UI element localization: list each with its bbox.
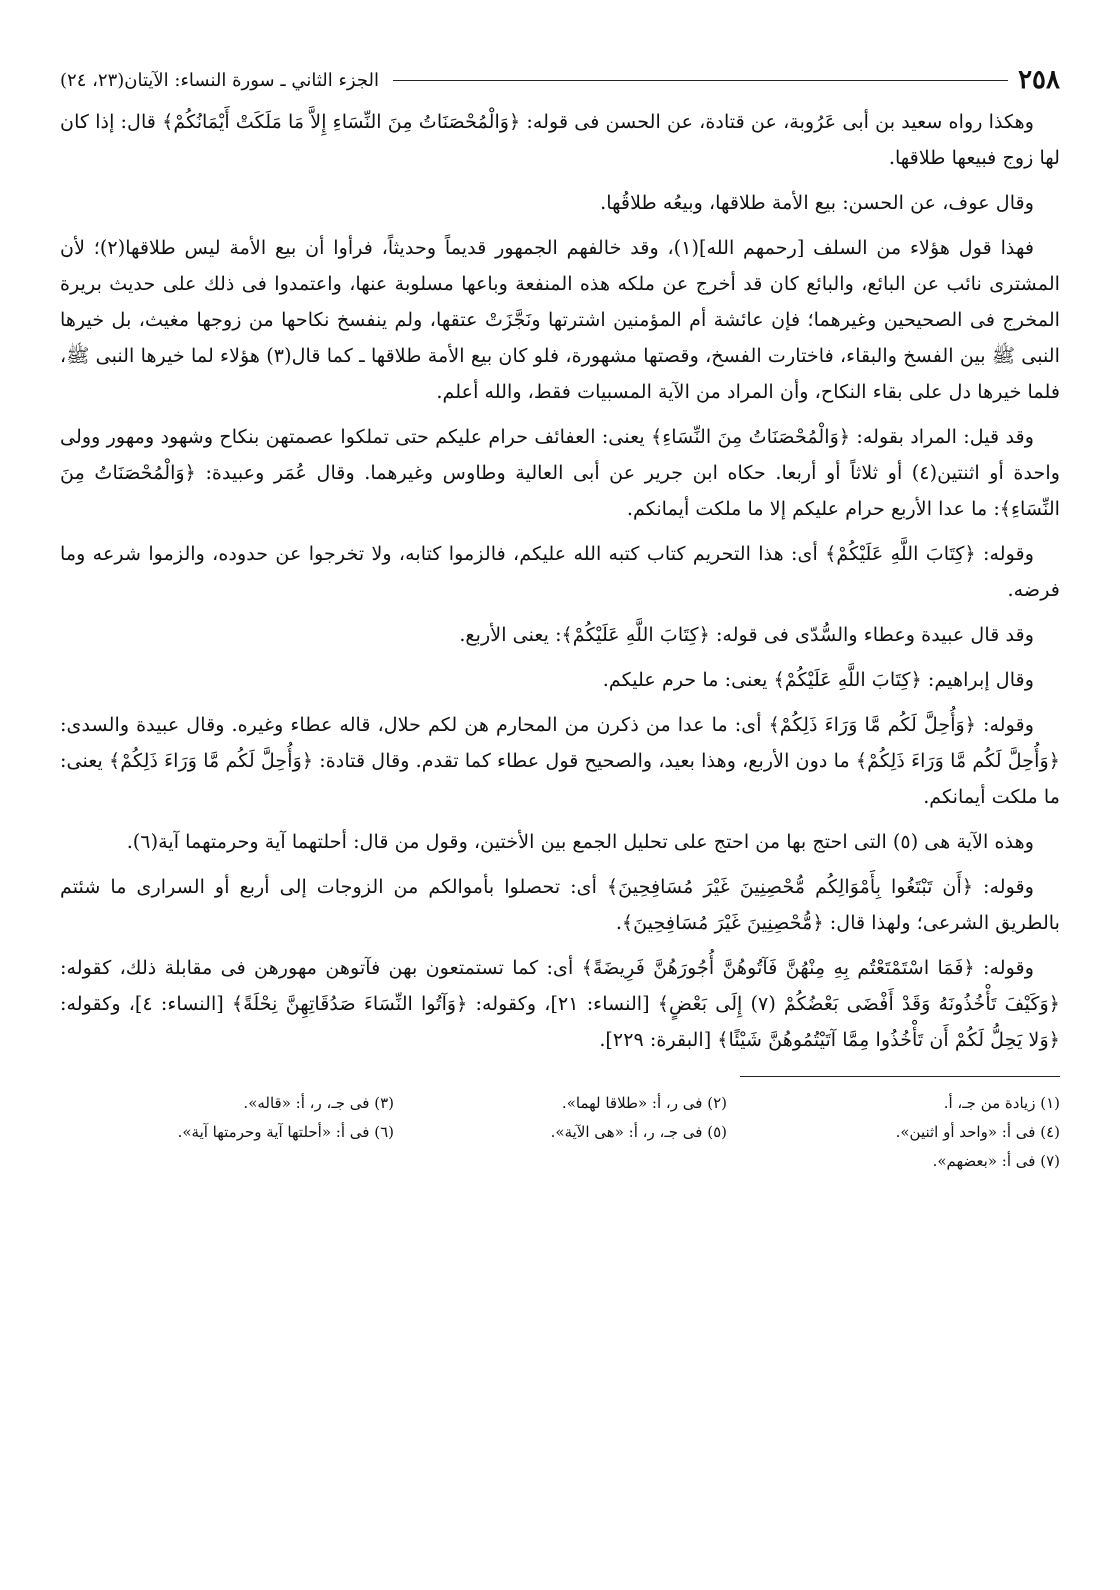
- page-number: ٢٥٨: [1018, 65, 1060, 95]
- paragraph: وقوله: ﴿كِتَابَ اللَّهِ عَلَيْكُمْ﴾ أى: هذا التحريم كتاب كتبه الله عليكم، فالزموا كتابه، ولا تخرجوا عن حدوده، والزموا شرعه وما فرضه.: [60, 542, 1060, 601]
- footnote-row: [60, 1118, 1060, 1147]
- footnote: (١) زيادة من جـ، أ.: [943, 1094, 1060, 1112]
- running-title: الجزء الثاني ـ سورة النساء: الآيتان(٢٣، ٢٤): [60, 69, 379, 91]
- footnote-rule: [740, 1076, 1060, 1077]
- header-rule: [393, 80, 1008, 81]
- paragraph: وقوله: ﴿وَأُحِلَّ لَكُم مَّا وَرَاءَ ذَلِكُمْ﴾ أى: ما عدا من ذكرن من المحارم هن لكم حلال، قاله عطاء وغيره. وقال عبيدة والسدى: ﴿وَأُحِلَّ لَكُم مَّا وَرَاءَ ذَلِكُمْ﴾ ما دون الأربع، وهذا بعيد، والصحيح قول عطاء كما تقدم. وقال قتادة: ﴿وَأُحِلَّ لَكُم مَّا وَرَاءَ ذَلِكُمْ﴾ يعنى: ما ملكت أيمانكم.: [60, 713, 1060, 808]
- paragraph: وهذه الآية هى (٥) التى احتج بها من احتج على تحليل الجمع بين الأختين، وقول من قال: أحلتهما آية وحرمتهما آية(٦).: [126, 830, 1034, 853]
- paragraph: فهذا قول هؤلاء من السلف [رحمهم الله](١)، وقد خالفهم الجمهور قديماً وحديثاً، فرأوا أن بيع الأمة ليس طلاقها(٢)؛ لأن المشترى نائب عن البائع، والبائع كان قد أخرج عن ملكه هذه المنفعة وباعها مسلوبة عنها، واعتمدوا فى ذلك على حديث بريرة المخرج فى الصحيحين وغيرهما؛ فإن عائشة أم المؤمنين اشترتها ونَجَّزَتْ عتقها، ولم ينفسخ نكاحها من زوجها مغيث، بل خيرها النبى ﷺ بين الفسخ والبقاء، فاختارت الفسخ، وقصتها مشهورة، فلو كان بيع الأمة طلاقها ـ كما قال(٣) هؤلاء لما خيرها النبى ﷺ، فلما خيرها دل على بقاء النكاح، وأن المراد من الآية المسبيات فقط، والله أعلم.: [60, 236, 1060, 403]
- footnote: (٢) فى ر، أ: «طلاقا لهما».: [561, 1094, 727, 1112]
- footnote-row: [60, 1147, 1060, 1176]
- footnote-row: [60, 1089, 1060, 1118]
- footnote: (٥) فى جـ، ر، أ: «هى الآية».: [550, 1123, 727, 1141]
- paragraph: وقد قيل: المراد بقوله: ﴿وَالْمُحْصَنَاتُ مِنَ النِّسَاءِ﴾ يعنى: العفائف حرام عليكم حتى تملكوا عصمتهن بنكاح وشهود ومهور وولى واحدة أو اثنتين(٤) أو ثلاثاً أو أربعا. حكاه ابن جرير عن أبى العالية وطاوس وغيرهما. وقال عُمَر وعبيدة: ﴿وَالْمُحْصَنَاتُ مِنَ النِّسَاءِ﴾: ما عدا الأربع حرام عليكم إلا ما ملكت أيمانكم.: [60, 425, 1060, 520]
- paragraph: وقوله: ﴿أَن تَبْتَغُوا بِأَمْوَالِكُم مُّحْصِنِينَ غَيْرَ مُسَافِحِينَ﴾ أى: تحصلوا بأموالكم من الزوجات إلى أربع أو السرارى ما شئتم بالطريق الشرعى؛ ولهذا قال: ﴿مُّحْصِنِينَ غَيْرَ مُسَافِحِينَ﴾.: [60, 875, 1060, 934]
- paragraph: وقوله: ﴿فَمَا اسْتَمْتَعْتُم بِهِ مِنْهُنَّ فَآتُوهُنَّ أُجُورَهُنَّ فَرِيضَةً﴾ أى: كما تستمتعون بهن فآتوهن مهورهن فى مقابلة ذلك، كقوله: ﴿وَكَيْفَ تَأْخُذُونَهُ وَقَدْ أَفْضَى بَعْضُكُمْ (٧) إِلَى بَعْضٍ﴾ [النساء: ٢١]، وكقوله: ﴿وَآتُوا النِّسَاءَ صَدُقَاتِهِنَّ نِحْلَةً﴾ [النساء: ٤]، وكقوله: ﴿وَلا يَحِلُّ لَكُمْ أَن تَأْخُذُوا مِمَّا آتَيْتُمُوهُنَّ شَيْئًا﴾ [البقرة: ٢٢٩].: [60, 956, 1060, 1051]
- paragraph: وقال إبراهيم: ﴿كِتَابَ اللَّهِ عَلَيْكُمْ﴾ يعنى: ما حرم عليكم.: [602, 668, 1034, 691]
- footnote: (٤) فى أ: «واحد أو اثنين».: [895, 1123, 1060, 1141]
- paragraph: وهكذا رواه سعيد بن أبى عَرُوبة، عن قتادة، عن الحسن فى قوله: ﴿وَالْمُحْصَنَاتُ مِنَ النِّسَاءِ إِلاَّ مَا مَلَكَتْ أَيْمَانُكُمْ﴾ قال: إذا كان لها زوج فبيعها طلاقها.: [60, 110, 1060, 169]
- main-text: [60, 104, 1060, 1058]
- footnote: (٦) فى أ: «أحلتها آية وحرمتها آية».: [177, 1123, 394, 1141]
- paragraph: وقد قال عبيدة وعطاء والسُّدّى فى قوله: ﴿كِتَابَ اللَّهِ عَلَيْكُمْ﴾: يعنى الأربع.: [459, 623, 1034, 646]
- footnote: (٣) فى جـ، ر، أ: «قاله».: [243, 1094, 394, 1112]
- footnote: (٧) فى أ: «بعضهم».: [932, 1152, 1060, 1170]
- book-page: [60, 58, 1060, 1548]
- paragraph: وقال عوف، عن الحسن: بيع الأمة طلاقها، وبيعُه طلاقُها.: [600, 191, 1034, 214]
- footnotes: [60, 1089, 1060, 1176]
- page-header: [60, 58, 1060, 102]
